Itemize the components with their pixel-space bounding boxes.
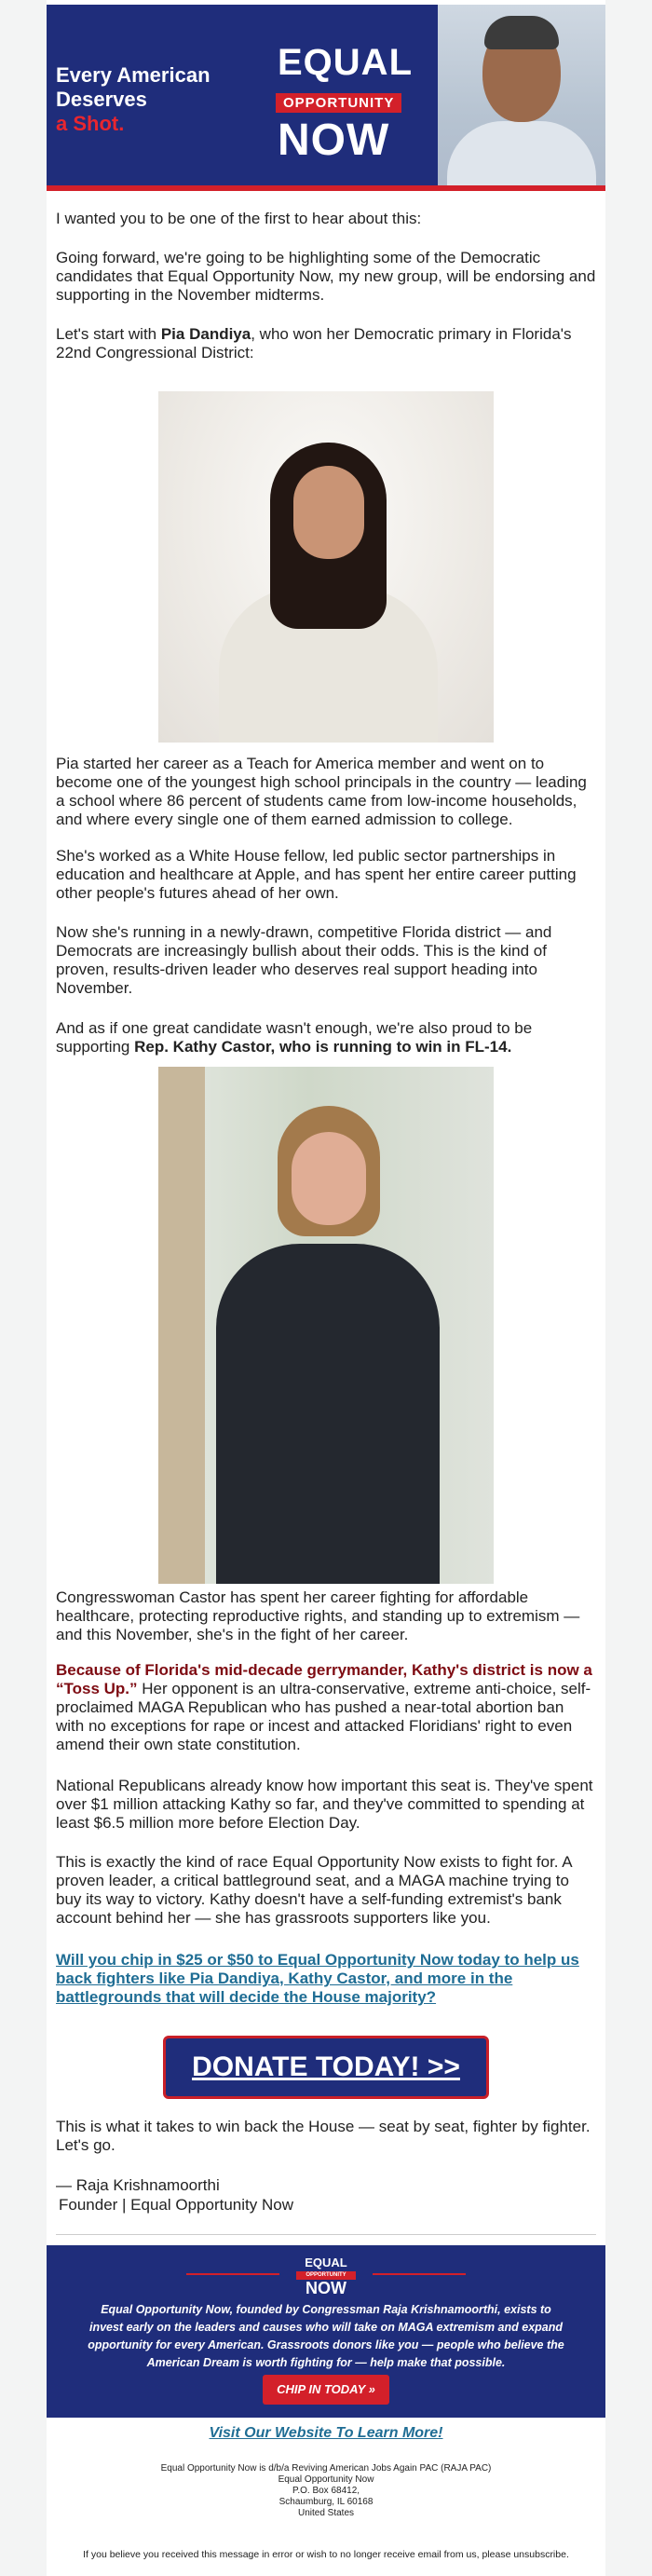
header-divider	[47, 185, 605, 191]
footer-logo-now: NOW	[306, 2279, 346, 2297]
paragraph: Going forward, we're going to be highlighting some of the Democratic candidates that Equal Opportunity Now, my new group, will be endorsing and supporting in the November midterms.	[56, 249, 596, 304]
paragraph: Congresswoman Castor has spent her career fighting for affordable healthcare, protecting reproductive rights, and standing up to extremism — and this November, she's in the fight of her career.	[56, 1588, 580, 1643]
paragraph: And as if one great candidate wasn't enough, we're also proud to be supporting Rep. Kathy Castor, who is running to win in FL-14.	[56, 1019, 533, 1056]
candidate-photo-kathy	[158, 1067, 494, 1584]
header-tagline-accent: a Shot.	[56, 112, 125, 135]
candidate-name: Pia Dandiya	[160, 325, 251, 343]
logo-opportunity: OPPORTUNITY	[276, 93, 401, 113]
signature: — Raja Krishnamoorthi	[56, 2176, 220, 2194]
header-banner	[47, 5, 605, 191]
intro-paragraph: I wanted you to be one of the first to hear about this:	[56, 210, 422, 227]
logo-equal: EQUAL	[278, 42, 413, 83]
signature-title: Founder | Equal Opportunity Now	[59, 2196, 293, 2214]
donate-link[interactable]: Will you chip in $25 or $50 to Equal Opportunity Now today to help us back fighters like Pia Dandiya, Kathy Castor, and more in the battlegrounds that will decide the House majority?	[56, 1951, 579, 2006]
divider	[56, 2234, 596, 2235]
footer-address: Equal Opportunity Now is d/b/a Reviving American Jobs Again PAC (RAJA PAC) Equal Opportunity Now P.O. Box 68412, Schaumburg, IL 60168 United States	[160, 2463, 492, 2518]
donate-button[interactable]: DONATE TODAY! >>	[163, 2036, 489, 2099]
paragraph: National Republicans already know how important this seat is. They've spent over $1 million attacking Kathy so far, and they've committed to spending at least $6.5 million more before Election Day.	[56, 1777, 593, 1832]
logo-now: NOW	[278, 116, 390, 165]
unsubscribe-text[interactable]: If you believe you received this message in error or wish to no longer receive email from us, please unsubscribe.	[83, 2549, 569, 2560]
candidate-photo-pia	[158, 391, 494, 743]
footer-logo-opportunity: OPPORTUNITY	[296, 2271, 356, 2280]
paragraph: Let's start with Pia Dandiya, who won her Democratic primary in Florida's 22nd Congressional District:	[56, 325, 572, 361]
email-container	[47, 0, 605, 2576]
website-link[interactable]: Visit Our Website To Learn More!	[209, 2425, 443, 2441]
closing-paragraph: This is what it takes to win back the House — seat by seat, fighter by fighter. Let's go.	[56, 2118, 591, 2154]
chip-in-button[interactable]: CHIP IN TODAY »	[263, 2375, 389, 2405]
paragraph: Because of Florida's mid-decade gerrymander, Kathy's district is now a “Toss Up.” Her opponent is an ultra-conservative, extreme anti-choice, self-proclaimed MAGA Republican who has pushed a near-total abortion ban with no exceptions for rape or incest and attacked Floridians' right to even amend their own state constitution.	[56, 1661, 592, 1753]
footer-mission: Equal Opportunity Now, founded by Congressman Raja Krishnamoorthi, exists to invest early on the leaders and causes who will take on MAGA extremism and expand opportunity for every American. Grassroots donors like you — people who believe the American Dream is worth fighting for — help make that possible.	[88, 2303, 564, 2369]
paragraph: This is exactly the kind of race Equal Opportunity Now exists to fight for. A proven leader, a critical battleground seat, and a MAGA machine trying to buy its way to victory. Kathy doesn't have a self-funding extremist's bank account behind her — she has grassroots supporters like you.	[56, 1853, 572, 1927]
paragraph: Pia started her career as a Teach for America member and went on to become one of the youngest high school principals in the country — leading a school where 86 percent of students came from low-income households, and where every single one of them earned admission to college.	[56, 755, 587, 828]
footer-logo-equal: EQUAL	[305, 2256, 347, 2269]
paragraph: Now she's running in a newly-drawn, competitive Florida district — and Democrats are increasingly bullish about their odds. This is the kind of proven, results-driven leader who deserves real support heading into November.	[56, 923, 552, 997]
paragraph: She's worked as a White House fellow, led public sector partnerships in education and healthcare at Apple, and has spent her entire career putting other people's futures ahead of her own.	[56, 847, 577, 902]
highlight-text: Because of Florida's mid-decade gerrymander, Kathy's district is now a “Toss Up.”	[56, 1661, 592, 1697]
header-tagline: Every American Deserves	[56, 63, 211, 111]
